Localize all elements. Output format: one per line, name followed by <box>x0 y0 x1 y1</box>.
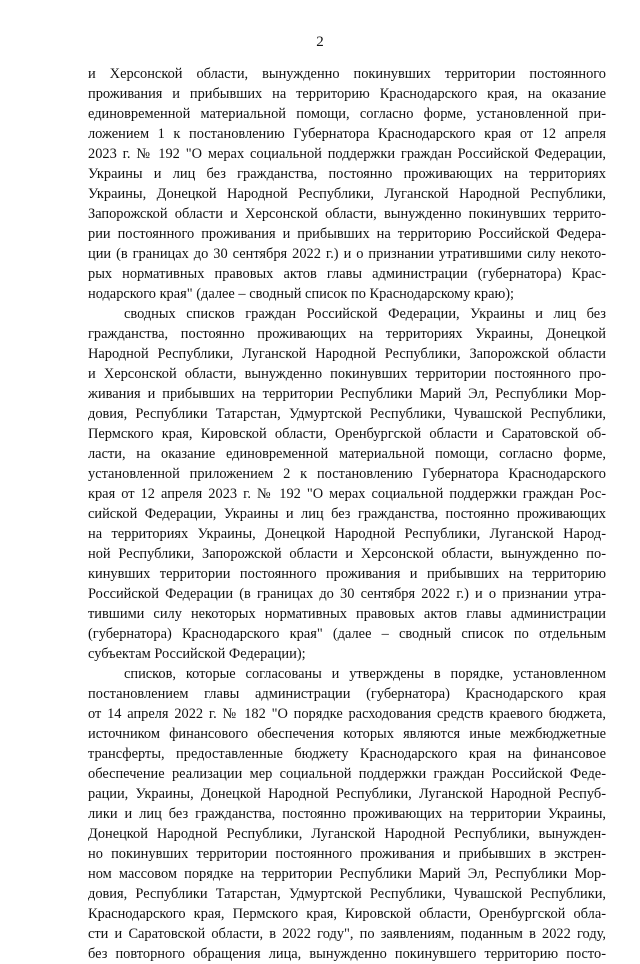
text-line: без повторного обращения лица, вынужденно покинувшего территорию посто- <box>88 946 606 962</box>
text-line: но покинувших территории постоянного проживания и прибывших в экстрен- <box>88 846 606 862</box>
text-line: края от 12 апреля 2023 г. № 192 "О мерах социальной поддержки граждан Рос- <box>88 486 606 502</box>
text-line: лики и лиц без гражданства, постоянно проживающих на территории Украины, <box>88 806 606 822</box>
text-line: рых нормативных правовых актов главы администрации (губернатора) Крас- <box>88 266 606 282</box>
text-line: (губернатора) Краснодарского края" (далее – сводный список по отдельным <box>88 626 606 642</box>
text-line: довия, Республики Татарстан, Удмуртской Республики, Чувашской Республики, <box>88 886 606 902</box>
text-line: и Херсонской области, вынужденно покинувших территории постоянного про- <box>88 366 606 382</box>
text-line: Пермского края, Кировской области, Оренбургской области и Саратовской об- <box>88 426 606 442</box>
text-line: сийской Федерации, Украины и лиц без гражданства, постоянно проживающих <box>88 506 606 522</box>
text-line: списков, которые согласованы и утверждены в порядке, установленном <box>124 666 606 682</box>
text-line: сводных списков граждан Российской Федерации, Украины и лиц без <box>124 306 606 322</box>
text-line: рации, Украины, Донецкой Народной Республики, Луганской Народной Респуб- <box>88 786 606 802</box>
text-line: трансферты, предоставленные бюджету Краснодарского края на финансовое <box>88 746 606 762</box>
text-line: и Херсонской области, вынужденно покинувших территории постоянного <box>88 66 606 82</box>
text-line: установленной приложением 2 к постановлению Губернатора Краснодарского <box>88 466 606 482</box>
text-line: рии постоянного проживания и прибывших на территорию Российской Федера- <box>88 226 606 242</box>
text-line: ной Республики, Запорожской области и Херсонской области, вынужденно по- <box>88 546 606 562</box>
text-line: единовременной материальной помощи, согласно форме, установленной при- <box>88 106 606 122</box>
text-line: ложением 1 к постановлению Губернатора Краснодарского края от 12 апреля <box>88 126 606 142</box>
text-line: Украины, Донецкой Народной Республики, Луганской Народной Республики, <box>88 186 606 202</box>
text-line: на территориях Украины, Донецкой Народной Республики, Луганской Народ- <box>88 526 606 542</box>
text-line: проживания и прибывших на территорию Краснодарского края, на оказание <box>88 86 606 102</box>
text-line: гражданства, постоянно проживающих на территориях Украины, Донецкой <box>88 326 606 342</box>
text-line: ласти, на оказание единовременной материальной помощи, согласно форме, <box>88 446 606 462</box>
page-number: 2 <box>316 34 324 50</box>
text-line: обеспечение реализации мер социальной поддержки граждан Российской Феде- <box>88 766 606 782</box>
text-line: нодарского края" (далее – сводный список по Краснодарскому краю); <box>88 286 515 302</box>
text-line: сти и Саратовской области, в 2022 году", по заявлениям, поданным в 2022 году, <box>88 926 606 942</box>
text-line: Народной Республики, Луганской Народной Республики, Запорожской области <box>88 346 606 362</box>
text-line: субъектам Российской Федерации); <box>88 646 306 662</box>
text-line: тившими силу некоторых нормативных правовых актов главы администрации <box>88 606 606 622</box>
document-body <box>88 64 606 964</box>
text-line: 2023 г. № 192 "О мерах социальной поддержки граждан Российской Федерации, <box>88 146 606 162</box>
text-line: источником финансового обеспечения которых являются иные межбюджетные <box>88 726 606 742</box>
text-line: живания и прибывших на территории Республики Марий Эл, Республики Мор- <box>88 386 606 402</box>
text-line: от 14 апреля 2022 г. № 182 "О порядке расходования средств краевого бюджета, <box>88 706 606 722</box>
text-line: Краснодарского края, Пермского края, Кировской области, Оренбургской обла- <box>88 906 606 922</box>
text-line: довия, Республики Татарстан, Удмуртской Республики, Чувашской Республики, <box>88 406 606 422</box>
text-line: кинувших территории постоянного проживания и прибывших на территорию <box>88 566 606 582</box>
text-line: Украины и лиц без гражданства, постоянно проживающих на территориях <box>88 166 606 182</box>
text-line: Российской Федерации (в границах до 30 сентября 2022 г.) и о признании утра- <box>88 586 606 602</box>
text-line: ном массовом порядке на территории Республики Марий Эл, Республики Мор- <box>88 866 606 882</box>
text-line: постановлением главы администрации (губернатора) Краснодарского края <box>88 686 606 702</box>
text-line: Запорожской области и Херсонской области, вынужденно покинувших террито- <box>88 206 606 222</box>
text-line: ции (в границах до 30 сентября 2022 г.) и о признании утратившими силу некото- <box>88 246 606 262</box>
text-line: Донецкой Народной Республики, Луганской Народной Республики, вынужден- <box>88 826 606 842</box>
